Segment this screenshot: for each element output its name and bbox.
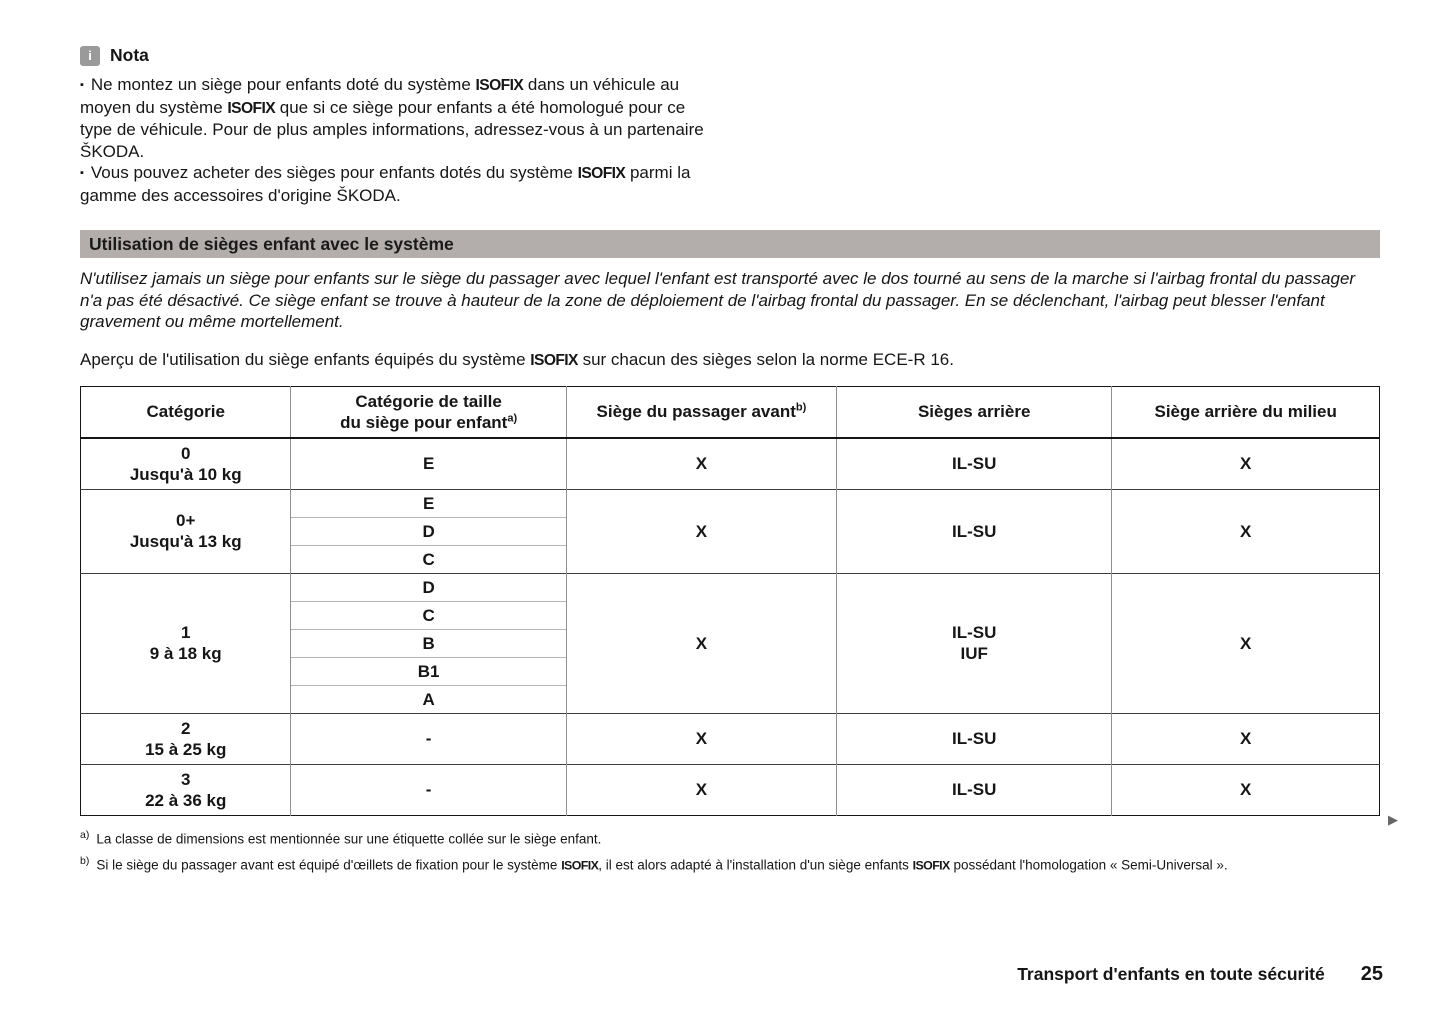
footnote-text: La classe de dimensions est mentionnée sur une étiquette collée sur le siège enfant. — [96, 831, 602, 846]
note-text: parmi la gamme des accessoires d'origine ŠKODA. — [80, 163, 691, 205]
rear-seats-cell: IL-SU — [837, 764, 1112, 815]
rear-seats-value: IL-SU — [951, 623, 997, 642]
table-header-row — [81, 386, 1380, 438]
size-class-cell: D — [291, 573, 566, 601]
note-item-1 — [80, 74, 720, 162]
front-passenger-cell: X — [566, 489, 836, 573]
rear-seats-cell: IL-SU — [837, 438, 1112, 490]
rear-seats-cell — [837, 573, 1112, 713]
rear-middle-cell: X — [1112, 438, 1380, 490]
col-header-text: Catégorie de taille — [355, 391, 502, 411]
col-header-category — [81, 386, 291, 438]
col-header-text: Siège arrière du milieu — [1154, 402, 1337, 421]
isofix-logo: ISOFIX — [475, 77, 524, 94]
size-class-cell: - — [291, 713, 566, 764]
isofix-logo: ISOFIX — [227, 99, 276, 117]
col-header-text: Siège du passager avant — [596, 402, 796, 421]
intro-text: sur chacun des sièges selon la norme ECE-R 16. — [577, 349, 954, 369]
note-text: dans un véhicule au moyen du système — [80, 75, 680, 117]
category-label: 3 — [180, 769, 191, 789]
size-class-cell: C — [291, 601, 566, 629]
isofix-logo: ISOFIX — [912, 858, 950, 873]
intro-text: Aperçu de l'utilisation du siège enfants équipés du système — [80, 349, 531, 369]
category-weight: 15 à 25 kg — [145, 739, 227, 759]
footer-chapter-title: Transport d'enfants en toute sécurité — [1017, 964, 1325, 984]
rear-middle-cell: X — [1112, 764, 1380, 815]
warning-paragraph: N'utilisez jamais un siège pour enfants sur le siège du passager avec lequel l'enfant est transporté avec le dos tourné au sens de la marche si l'airbag frontal du passager n'a pas été désactivé. Ce siège enfant se trouve à hauteur de la zone de déploiement de l'airbag frontal du passager. En se déclenchant, l'airbag peut blesser l'enfant gravement ou même mortellement. — [80, 269, 1356, 331]
footnote-ref-a: a) — [507, 411, 518, 424]
size-class-cell: C — [291, 545, 566, 573]
category-cell — [81, 573, 291, 713]
category-cell — [81, 764, 291, 815]
page-number: 25 — [1360, 963, 1383, 985]
rear-middle-cell: X — [1112, 713, 1380, 764]
size-class-cell: E — [291, 438, 566, 490]
col-header-rear-seats — [837, 386, 1112, 438]
footnote-ref-b: b) — [795, 401, 807, 414]
col-header-front-passenger — [566, 386, 836, 438]
footnote-text: Si le siège du passager avant est équipé d'œillets de fixation pour le système — [96, 857, 562, 873]
col-header-line — [297, 412, 559, 433]
info-icon: i — [80, 46, 100, 66]
isofix-logo: ISOFIX — [530, 351, 578, 369]
page-footer — [1017, 963, 1383, 986]
rear-seats-cell: IL-SU — [837, 713, 1112, 764]
footnote-text: possédant l'homologation « Semi-Universal ». — [949, 857, 1228, 873]
table-row-group0 — [81, 438, 1380, 490]
continuation-arrow-icon: ▶ — [1388, 812, 1398, 827]
footnote-a — [80, 826, 1380, 849]
note-text: Ne montez un siège pour enfants doté du système — [90, 75, 476, 94]
footnote-marker-b: b) — [80, 855, 90, 867]
size-class-cell: - — [291, 764, 566, 815]
size-class-cell: E — [291, 489, 566, 517]
col-header-text: Catégorie — [146, 402, 225, 421]
category-weight: 9 à 18 kg — [149, 644, 222, 663]
table-row-group3 — [81, 764, 1380, 815]
category-label: 1 — [180, 623, 191, 642]
isofix-seat-table — [80, 386, 1380, 816]
size-class-cell: B — [291, 629, 566, 657]
col-header-size-category — [291, 386, 566, 438]
col-header-text: Sièges arrière — [917, 402, 1031, 421]
rear-seats-value: IUF — [960, 644, 988, 663]
size-class-cell: B1 — [291, 657, 566, 685]
front-passenger-cell: X — [566, 764, 836, 815]
bullet-icon: ▪ — [80, 79, 84, 91]
size-class-cell: D — [291, 517, 566, 545]
note-item-2 — [80, 162, 720, 206]
isofix-logo: ISOFIX — [561, 858, 599, 873]
col-header-text: du siège pour enfant — [340, 412, 508, 432]
category-label: 0 — [180, 443, 191, 463]
footnote-text: , il est alors adapté à l'installation d'un siège enfants — [598, 857, 913, 873]
size-class-cell: A — [291, 685, 566, 713]
intro-paragraph — [80, 349, 1380, 371]
note-section — [80, 45, 1380, 206]
category-weight: Jusqu'à 13 kg — [129, 532, 242, 551]
rear-seats-cell: IL-SU — [837, 489, 1112, 573]
table-row-group0plus — [81, 489, 1380, 517]
bullet-icon: ▪ — [80, 167, 84, 179]
category-cell — [81, 713, 291, 764]
col-header-rear-middle — [1112, 386, 1380, 438]
footnotes — [80, 826, 1380, 875]
table-row-group2 — [81, 713, 1380, 764]
footnote-b — [80, 852, 1380, 875]
front-passenger-cell: X — [566, 438, 836, 490]
category-cell — [81, 489, 291, 573]
rear-middle-cell: X — [1112, 573, 1380, 713]
front-passenger-cell: X — [566, 713, 836, 764]
note-header — [80, 45, 1380, 66]
isofix-logo: ISOFIX — [577, 165, 626, 182]
table-row-group1 — [81, 573, 1380, 601]
category-label: 0+ — [176, 511, 196, 530]
category-cell — [81, 438, 291, 490]
note-text: Vous pouvez acheter des sièges pour enfants dotés du système — [90, 163, 578, 182]
category-weight: Jusqu'à 10 kg — [129, 464, 242, 484]
note-title: Nota — [110, 45, 149, 65]
footnote-marker-a: a) — [80, 828, 90, 841]
front-passenger-cell: X — [566, 573, 836, 713]
rear-middle-cell: X — [1112, 489, 1380, 573]
section-heading: Utilisation de sièges enfant avec le système — [80, 230, 1380, 258]
category-weight: 22 à 36 kg — [145, 790, 227, 810]
note-text: que si ce siège pour enfants a été homologué pour ce type de véhicule. Pour de plus amples informations, adressez-vous à un partenaire ŠKODA. — [80, 97, 704, 161]
category-label: 2 — [180, 718, 191, 738]
